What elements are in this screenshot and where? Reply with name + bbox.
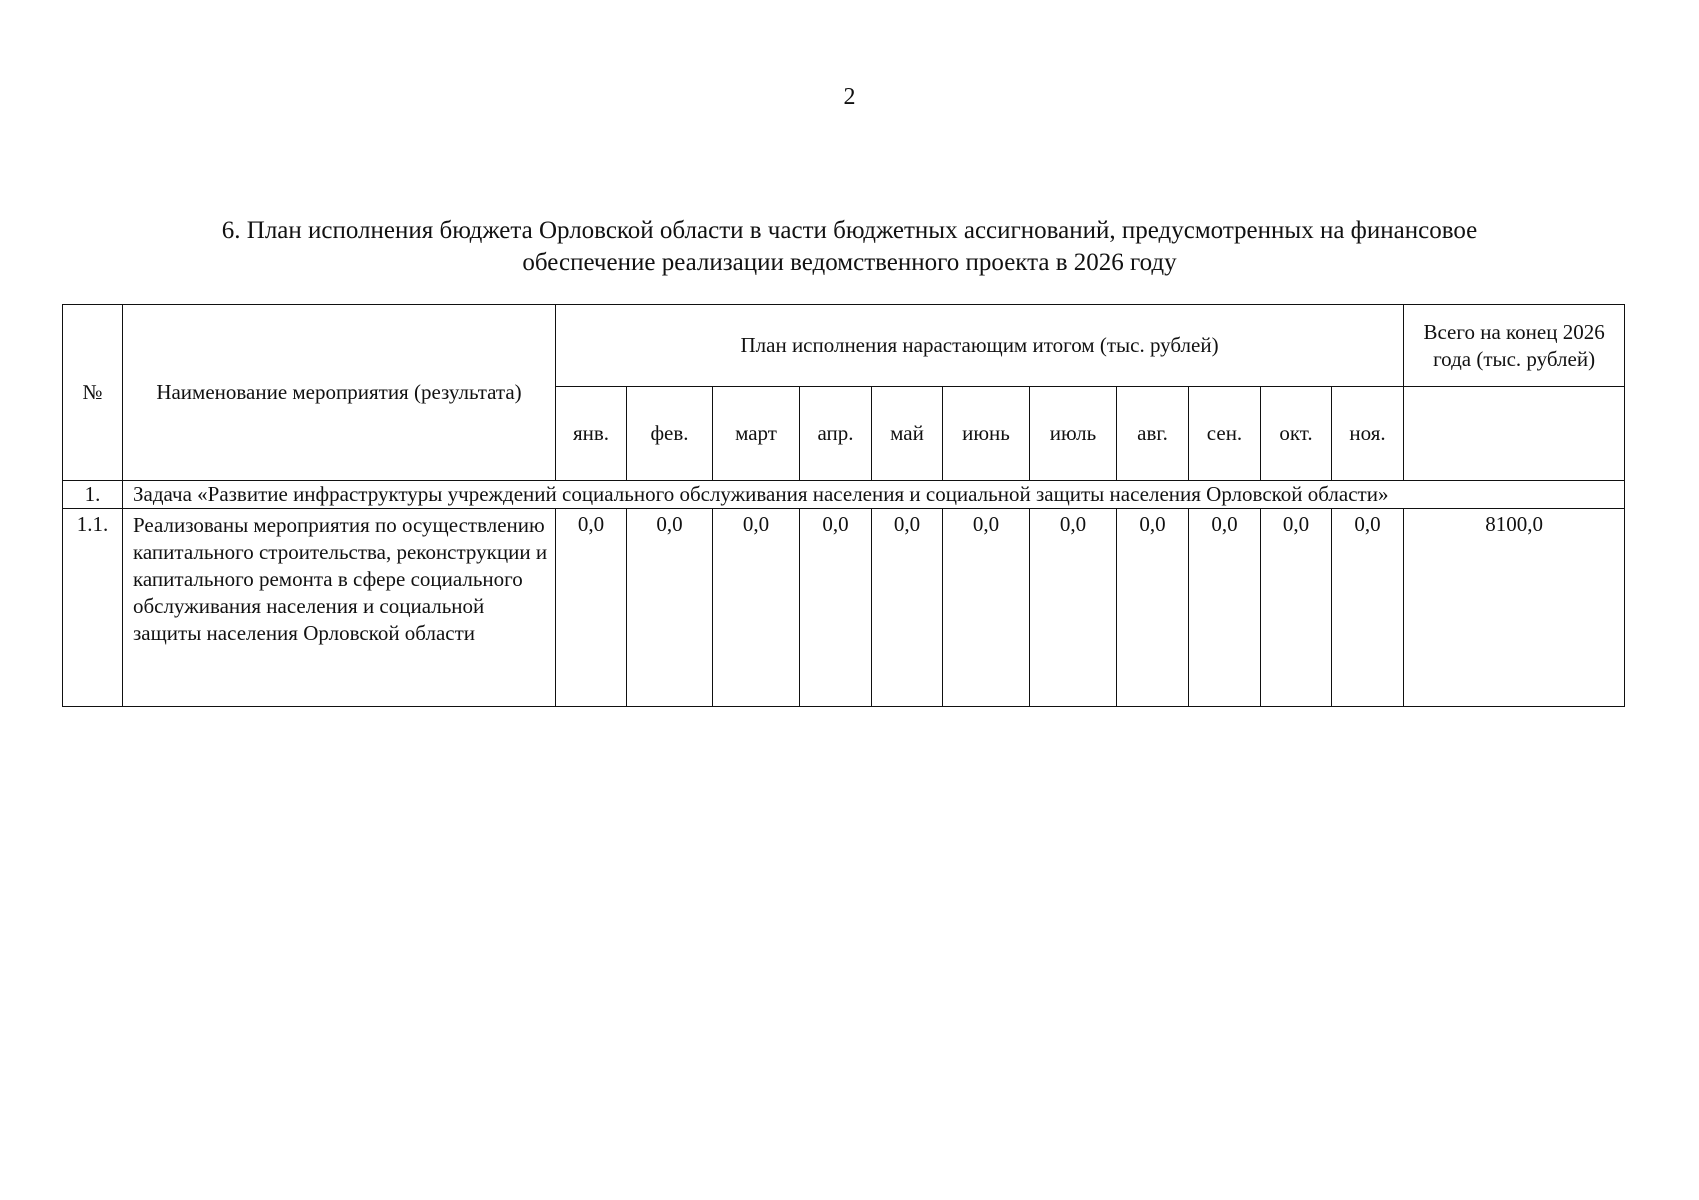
month-header: март: [713, 387, 800, 481]
month-value: 0,0: [556, 509, 627, 707]
month-header: авг.: [1117, 387, 1189, 481]
month-header: фев.: [627, 387, 713, 481]
header-event-name: Наименование мероприятия (результата): [123, 305, 556, 481]
month-value: 0,0: [872, 509, 943, 707]
month-header: ноя.: [1332, 387, 1404, 481]
table-row: [63, 509, 1625, 707]
month-header: апр.: [800, 387, 872, 481]
header-total: Всего на конец 2026 года (тыс. рублей): [1404, 305, 1625, 387]
budget-plan-table: [62, 304, 1625, 707]
title-line-2: обеспечение реализации ведомственного проекта в 2026 году: [522, 249, 1177, 276]
title-line-1: 6. План исполнения бюджета Орловской области в части бюджетных ассигнований, предусмотренных на финансовое: [221, 217, 1478, 244]
month-value: 0,0: [943, 509, 1030, 707]
row-event-name: Реализованы мероприятия по осуществлению капитального строительства, реконструкции и капитального ремонта в сфере социального обслуживания населения и социальной защиты населения Орловской области: [123, 509, 556, 707]
task-row: [63, 481, 1625, 509]
month-value: 0,0: [627, 509, 713, 707]
row-number: 1.1.: [63, 509, 123, 707]
month-header: июнь: [943, 387, 1030, 481]
header-plan: План исполнения нарастающим итогом (тыс. рублей): [556, 305, 1404, 387]
month-value: 0,0: [1030, 509, 1117, 707]
month-value: 0,0: [1261, 509, 1332, 707]
total-subheader-empty: [1404, 387, 1625, 481]
month-header: окт.: [1261, 387, 1332, 481]
month-value: 0,0: [713, 509, 800, 707]
month-value: 0,0: [800, 509, 872, 707]
document-title: [100, 215, 1599, 279]
month-header: июль: [1030, 387, 1117, 481]
month-header: сен.: [1189, 387, 1261, 481]
month-value: 0,0: [1189, 509, 1261, 707]
task-number: 1.: [63, 481, 123, 509]
month-value: 0,0: [1332, 509, 1404, 707]
month-header: янв.: [556, 387, 627, 481]
task-text: Задача «Развитие инфраструктуры учреждений социального обслуживания населения и социальной защиты населения Орловской области»: [123, 481, 1625, 509]
month-value: 0,0: [1117, 509, 1189, 707]
month-header: май: [872, 387, 943, 481]
header-number: №: [63, 305, 123, 481]
page-number: 2: [843, 84, 856, 110]
row-total: 8100,0: [1404, 509, 1625, 707]
